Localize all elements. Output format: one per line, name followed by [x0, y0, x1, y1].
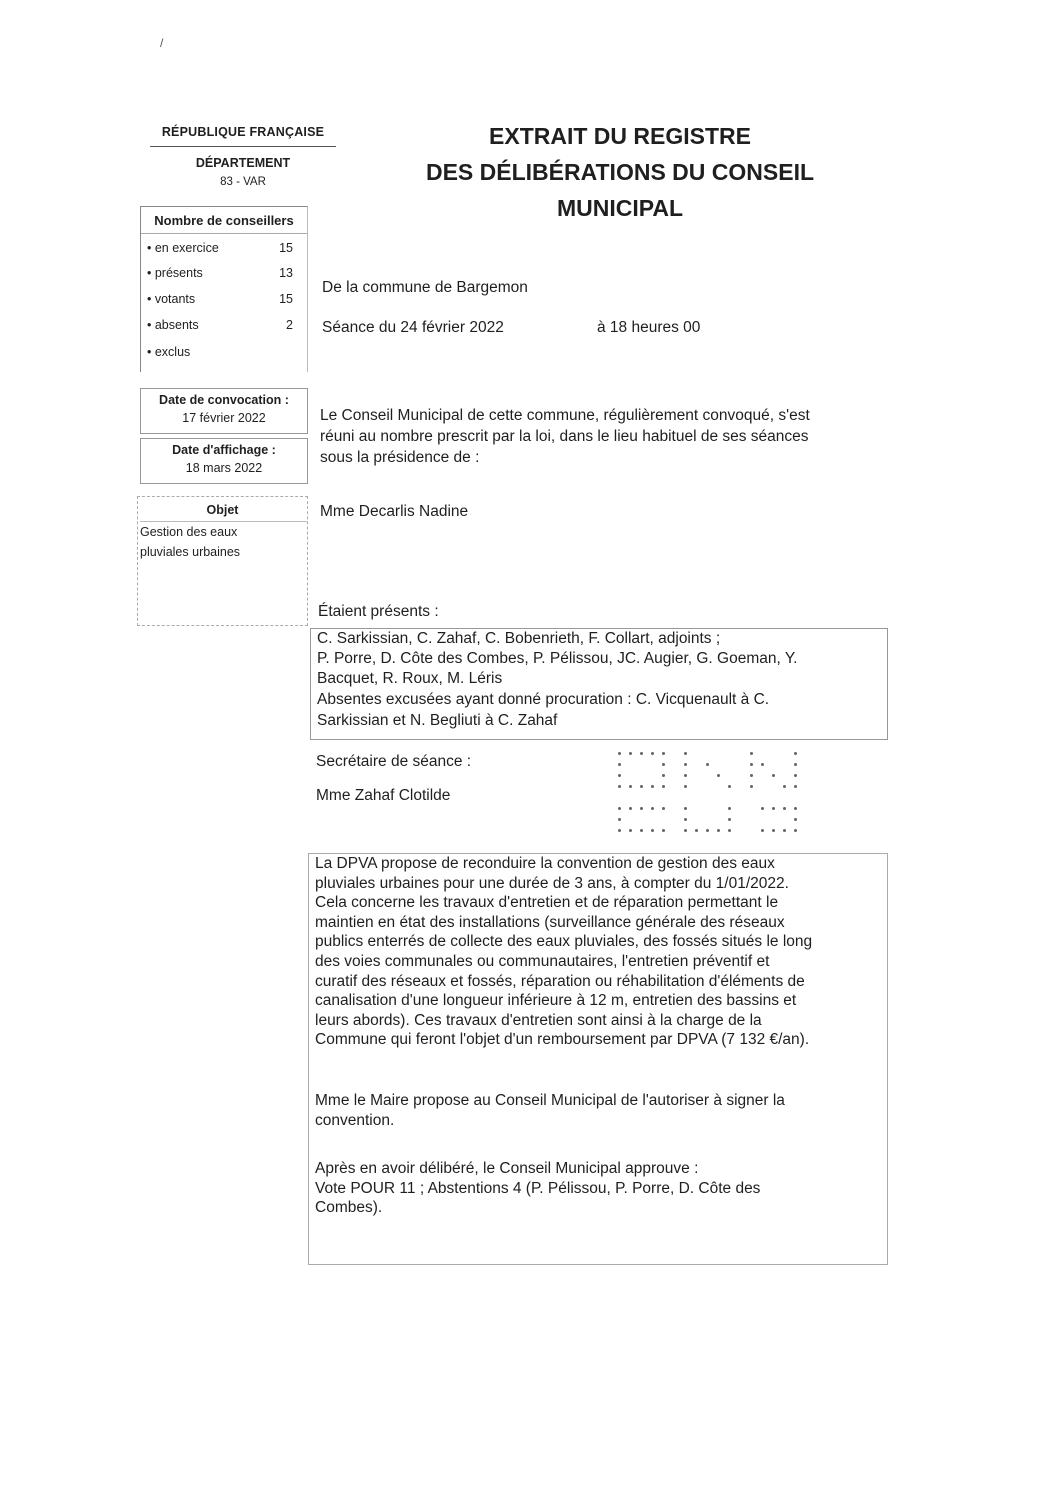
- stamp-dot: [783, 829, 786, 832]
- intro-line: réuni au nombre prescrit par la loi, dans le lieu habituel de ses séances: [320, 428, 809, 445]
- stamp-dot: [640, 807, 643, 810]
- stamp-dot: [761, 829, 764, 832]
- stamp-dot: [629, 785, 632, 788]
- stamp-dot: [794, 785, 797, 788]
- stamp-dot: [794, 807, 797, 810]
- stamp-dot: [706, 763, 709, 766]
- stamp-dot: [728, 829, 731, 832]
- presents-line: Bacquet, R. Roux, M. Léris: [317, 670, 503, 687]
- stamp-dot: [794, 829, 797, 832]
- row-label: • absents: [147, 318, 199, 332]
- stamp-dot: [629, 752, 632, 755]
- intro-line: Le Conseil Municipal de cette commune, régulièrement convoqué, s'est: [320, 407, 810, 424]
- stamp-dot: [794, 763, 797, 766]
- conseillers-header: Nombre de conseillers: [141, 213, 307, 234]
- stamp-dot: [618, 785, 621, 788]
- stamp-dot: [728, 818, 731, 821]
- deliberation-line: des voies communales ou communautaires, l'entretien préventif et: [315, 952, 770, 970]
- convocation-label: Date de convocation :: [159, 393, 289, 407]
- presidente: Mme Decarlis Nadine: [320, 503, 469, 520]
- stamp-dot: [662, 752, 665, 755]
- stamp-dot: [662, 785, 665, 788]
- stamp-dot: [684, 785, 687, 788]
- stamp-dot: [629, 807, 632, 810]
- title-line: DES DÉLIBÉRATIONS DU CONSEIL: [425, 159, 815, 185]
- stamp-dot: [640, 785, 643, 788]
- stamp-dot: [651, 807, 654, 810]
- affichage-date: 18 mars 2022: [185, 461, 263, 475]
- deliberation-line: Commune qui feront l'objet d'un remboursement par DPVA (7 132 €/an).: [315, 1031, 810, 1049]
- affichage-box: [140, 438, 308, 484]
- deliberation-line: Mme le Maire propose au Conseil Municipal de l'autoriser à signer la: [315, 1092, 785, 1109]
- stamp-dot: [618, 829, 621, 832]
- stamp-dot: [651, 829, 654, 832]
- stamp-dot: [618, 807, 621, 810]
- presents-line: Sarkissian et N. Begliuti à C. Zahaf: [317, 712, 558, 729]
- stamp-dot: [750, 763, 753, 766]
- stamp-dot: [772, 807, 775, 810]
- affichage-label: Date d'affichage :: [172, 443, 276, 457]
- stamp-dot: [695, 829, 698, 832]
- presents-label: Étaient présents :: [318, 603, 439, 620]
- row-label: • votants: [147, 292, 196, 306]
- republique-francaise: RÉPUBLIQUE FRANÇAISE: [161, 125, 325, 139]
- presents-line: C. Sarkissian, C. Zahaf, C. Bobenrieth, F. Collart, adjoints ;: [317, 630, 721, 647]
- secretaire-label: Secrétaire de séance :: [316, 753, 472, 770]
- stamp-dot: [662, 807, 665, 810]
- stamp-dot: [728, 807, 731, 810]
- objet-box: [137, 496, 308, 626]
- stamp-dot: [662, 763, 665, 766]
- divider: [150, 146, 336, 147]
- deliberation-line: leurs abords). Ces travaux d'entretien sont ainsi à la charge de la: [315, 1011, 762, 1029]
- commune: De la commune de Bargemon: [322, 279, 528, 296]
- stamp-dot: [618, 818, 621, 821]
- stamp-dot: [684, 752, 687, 755]
- objet-line: Gestion des eaux: [140, 525, 238, 539]
- presents-line: Absentes excusées ayant donné procuration : C. Vicquenault à C.: [317, 691, 770, 708]
- departement-label: DÉPARTEMENT: [195, 156, 291, 170]
- stamp-dot: [717, 829, 720, 832]
- stamp-dot: [684, 818, 687, 821]
- stamp-dot: [717, 774, 720, 777]
- document-title: [380, 118, 860, 226]
- deliberation-paragraph: [315, 854, 883, 1050]
- presents-box: [310, 628, 888, 740]
- deliberation-line: Cela concerne les travaux d'entretien et de réparation permettant le: [315, 894, 779, 912]
- stamp-dot: [761, 763, 764, 766]
- row-label: • présents: [147, 266, 203, 280]
- stamp-dot: [750, 785, 753, 788]
- convocation-date: 17 février 2022: [182, 411, 266, 425]
- stamp-dot: [651, 752, 654, 755]
- convocation-box: [140, 388, 308, 434]
- stamp-dot: [662, 774, 665, 777]
- deliberation-paragraph: [315, 1159, 883, 1218]
- deliberation-line: canalisation d'une longueur inférieure à 12 m, entretien des bassins et: [315, 992, 797, 1010]
- intro-line: sous la présidence de :: [320, 449, 480, 466]
- deliberation-line: La DPVA propose de reconduire la convention de gestion des eaux: [315, 855, 775, 872]
- deliberation-paragraph: [315, 1091, 883, 1130]
- stamp-dot: [772, 774, 775, 777]
- stamp-dot: [618, 774, 621, 777]
- stamp-dot: [618, 752, 621, 755]
- seance-heure: à 18 heures 00: [597, 319, 701, 336]
- stamp-dot: [684, 829, 687, 832]
- stamp-dot: [794, 818, 797, 821]
- deliberation-line: pluviales urbaines pour une durée de 3 ans, à compter du 1/01/2022.: [315, 874, 789, 892]
- row-value: 15: [279, 241, 293, 255]
- stamp-dot: [794, 774, 797, 777]
- stamp-dot: [640, 752, 643, 755]
- stamp-dot: [629, 829, 632, 832]
- presents-line: P. Porre, D. Côte des Combes, P. Pélissou, JC. Augier, G. Goeman, Y.: [317, 650, 798, 667]
- stamp-dot: [783, 807, 786, 810]
- deliberation-line: Vote POUR 11 ; Abstentions 4 (P. Pélissou, P. Porre, D. Côte des: [315, 1179, 761, 1197]
- title-line: EXTRAIT DU REGISTRE: [489, 123, 751, 149]
- stamp-dot: [761, 807, 764, 810]
- deliberation-box: [308, 853, 888, 1265]
- row-value: 15: [279, 292, 293, 306]
- stamp-dot: [651, 785, 654, 788]
- deliberation-line: convention.: [315, 1111, 395, 1129]
- row-label: • exclus: [147, 345, 191, 359]
- stamp-dot: [728, 785, 731, 788]
- objet-text: [140, 521, 307, 562]
- deliberation-line: maintien en état des installations (surveillance générale des réseaux: [315, 913, 785, 931]
- title-line: MUNICIPAL: [556, 195, 684, 221]
- stamp-dot: [783, 785, 786, 788]
- stamp-dot: [684, 774, 687, 777]
- secretaire-name: Mme Zahaf Clotilde: [316, 787, 451, 804]
- conseillers-box: [140, 206, 308, 372]
- row-label: • en exercice: [147, 241, 219, 255]
- stamp-dot: [750, 774, 753, 777]
- stamp-dot: [684, 763, 687, 766]
- stamp-dot: [772, 829, 775, 832]
- stamp-dot: [618, 763, 621, 766]
- deliberation-line: Après en avoir délibéré, le Conseil Municipal approuve :: [315, 1160, 699, 1177]
- deliberation-line: publics enterrés de collecte des eaux pluviales, des fossés situés le long: [315, 933, 813, 951]
- stamp-dot: [794, 752, 797, 755]
- stamp-dot: [662, 829, 665, 832]
- deliberation-line: curatif des réseaux et fossés, réparation ou réhabilitation d'éléments de: [315, 972, 805, 990]
- seance-date: Séance du 24 février 2022: [322, 319, 504, 336]
- stamp-dot: [706, 829, 709, 832]
- stamp-dot: [640, 829, 643, 832]
- stamp-dot: [684, 807, 687, 810]
- intro-paragraph: [320, 405, 880, 468]
- dotted-stamp-icon: [618, 752, 814, 842]
- objet-label: Objet: [206, 503, 239, 517]
- objet-line: pluviales urbaines: [140, 545, 241, 559]
- row-value: 2: [286, 318, 293, 332]
- departement-code: 83 - VAR: [220, 176, 266, 188]
- scan-mark: /: [160, 36, 164, 50]
- deliberation-line: Combes).: [315, 1199, 383, 1217]
- row-value: 13: [279, 266, 293, 280]
- stamp-dot: [750, 752, 753, 755]
